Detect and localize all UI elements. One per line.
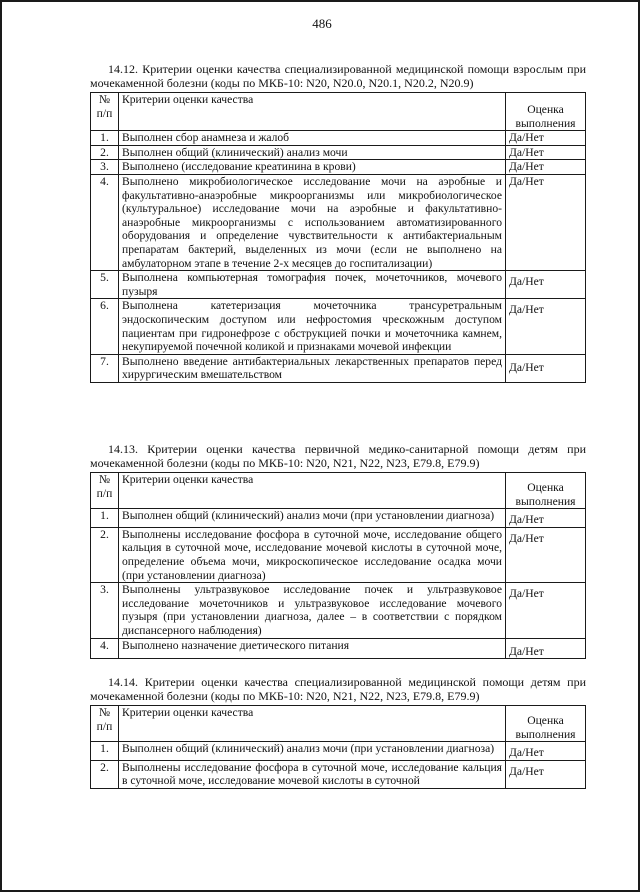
row-criterion: Выполнено назначение диетического питания <box>119 638 506 659</box>
row-number: 3. <box>91 160 119 175</box>
table-row <box>91 742 586 761</box>
criteria-table <box>90 92 586 383</box>
table-row <box>91 271 586 299</box>
section-14-13 <box>90 442 586 659</box>
row-criterion: Выполнены исследование фосфора в суточной моче, исследование общего кальция в суточной моче, исследование мочевой кислоты в суточной моче, определение объема мочи, микроскопическое исследование осадка мочи (при установлении диагноза) <box>119 527 506 582</box>
row-grade: Да/Нет <box>506 354 586 382</box>
section-heading: 14.13. Критерии оценки качества первичной медико-санитарной помощи детям при мочекаменной болезни (коды по МКБ-10: N20, N21, N22, N23, E79.8, E79.9) <box>90 442 586 470</box>
row-number: 2. <box>91 527 119 582</box>
col-header-number: № п/п <box>91 473 119 509</box>
col-header-criteria: Критерии оценки качества <box>119 473 506 509</box>
row-criterion: Выполнено введение антибактериальных лекарственных препаратов перед хирургическим вмешательством <box>119 354 506 382</box>
row-criterion: Выполнена компьютерная томография почек, мочеточников, мочевого пузыря <box>119 271 506 299</box>
section-heading: 14.12. Критерии оценки качества специализированной медицинской помощи взрослым при мочекаменной болезни (коды по МКБ-10: N20, N20.0, N20.1, N20.2, N20.9) <box>90 62 586 90</box>
page-number: 486 <box>312 16 332 31</box>
row-grade: Да/Нет <box>506 583 586 638</box>
row-criterion: Выполнен сбор анамнеза и жалоб <box>119 131 506 146</box>
table-row <box>91 760 586 788</box>
row-grade: Да/Нет <box>506 174 586 270</box>
row-grade: Да/Нет <box>506 509 586 528</box>
section-14-14 <box>90 675 586 789</box>
criteria-table <box>90 705 586 789</box>
section-heading: 14.14. Критерии оценки качества специализированной медицинской помощи детям при мочекаменной болезни (коды по МКБ-10: N20, N21, N22, N23, E79.8, E79.9) <box>90 675 586 703</box>
row-number: 7. <box>91 354 119 382</box>
row-criterion: Выполнены исследование фосфора в суточной моче, исследование кальция в суточной моче, исследование мочевой кислоты в суточной <box>119 760 506 788</box>
row-criterion: Выполнена катетеризация мочеточника трансуретральным эндоскопическим доступом или нефростомия чрескожным доступом пациентам при гидронефрозе с обструкцией почки и мочеточника камнем, некупируемой почечной коликой и признаками мочевой инфекции <box>119 299 506 354</box>
row-number: 1. <box>91 131 119 146</box>
col-header-criteria: Критерии оценки качества <box>119 706 506 742</box>
row-criterion: Выполнены ультразвуковое исследование почек и ультразвуковое исследование мочеточников и ультразвуковое исследование мочевого пузыря (при установлении диагноза, далее – в соответствии с порядком диспансерного наблюдения) <box>119 583 506 638</box>
row-number: 6. <box>91 299 119 354</box>
table-row <box>91 527 586 582</box>
row-number: 3. <box>91 583 119 638</box>
criteria-table <box>90 472 586 659</box>
table-row <box>91 131 586 146</box>
row-number: 1. <box>91 742 119 761</box>
row-grade: Да/Нет <box>506 131 586 146</box>
col-header-grade: Оценка выполнения <box>506 473 586 509</box>
table-header-row <box>91 93 586 131</box>
row-criterion: Выполнен общий (клинический) анализ мочи (при установлении диагноза) <box>119 509 506 528</box>
row-grade: Да/Нет <box>506 527 586 582</box>
row-grade: Да/Нет <box>506 271 586 299</box>
row-criterion: Выполнен общий (клинический) анализ мочи (при установлении диагноза) <box>119 742 506 761</box>
row-number: 4. <box>91 638 119 659</box>
row-criterion: Выполнено (исследование креатинина в крови) <box>119 160 506 175</box>
row-number: 1. <box>91 509 119 528</box>
table-row <box>91 299 586 354</box>
table-header-row <box>91 473 586 509</box>
row-grade: Да/Нет <box>506 742 586 761</box>
row-grade: Да/Нет <box>506 160 586 175</box>
row-grade: Да/Нет <box>506 145 586 160</box>
table-row <box>91 583 586 638</box>
table-row <box>91 145 586 160</box>
row-number: 2. <box>91 145 119 160</box>
col-header-grade: Оценка выполнения <box>506 706 586 742</box>
row-number: 4. <box>91 174 119 270</box>
col-header-grade: Оценка выполнения <box>506 93 586 131</box>
table-row <box>91 638 586 659</box>
row-grade: Да/Нет <box>506 760 586 788</box>
row-number: 5. <box>91 271 119 299</box>
col-header-number: № п/п <box>91 93 119 131</box>
col-header-number: № п/п <box>91 706 119 742</box>
col-header-criteria: Критерии оценки качества <box>119 93 506 131</box>
row-grade: Да/Нет <box>506 638 586 659</box>
table-row <box>91 160 586 175</box>
section-14-12 <box>90 62 586 383</box>
table-row <box>91 174 586 270</box>
row-criterion: Выполнено микробиологическое исследование мочи на аэробные и факультативно-анаэробные микроорганизмы или микробиологическое (культуральное) исследование мочи на аэробные и факультативно-анаэробные микроорганизмы с использованием автоматизированного оборудования и определение чувствительности к антибактериальным препаратам бактерий, выделенных из мочи (если не выполнено на амбулаторном этапе в течение 2-х месяцев до госпитализации) <box>119 174 506 270</box>
table-row <box>91 354 586 382</box>
row-grade: Да/Нет <box>506 299 586 354</box>
row-number: 2. <box>91 760 119 788</box>
table-row <box>91 509 586 528</box>
table-header-row <box>91 706 586 742</box>
row-criterion: Выполнен общий (клинический) анализ мочи <box>119 145 506 160</box>
